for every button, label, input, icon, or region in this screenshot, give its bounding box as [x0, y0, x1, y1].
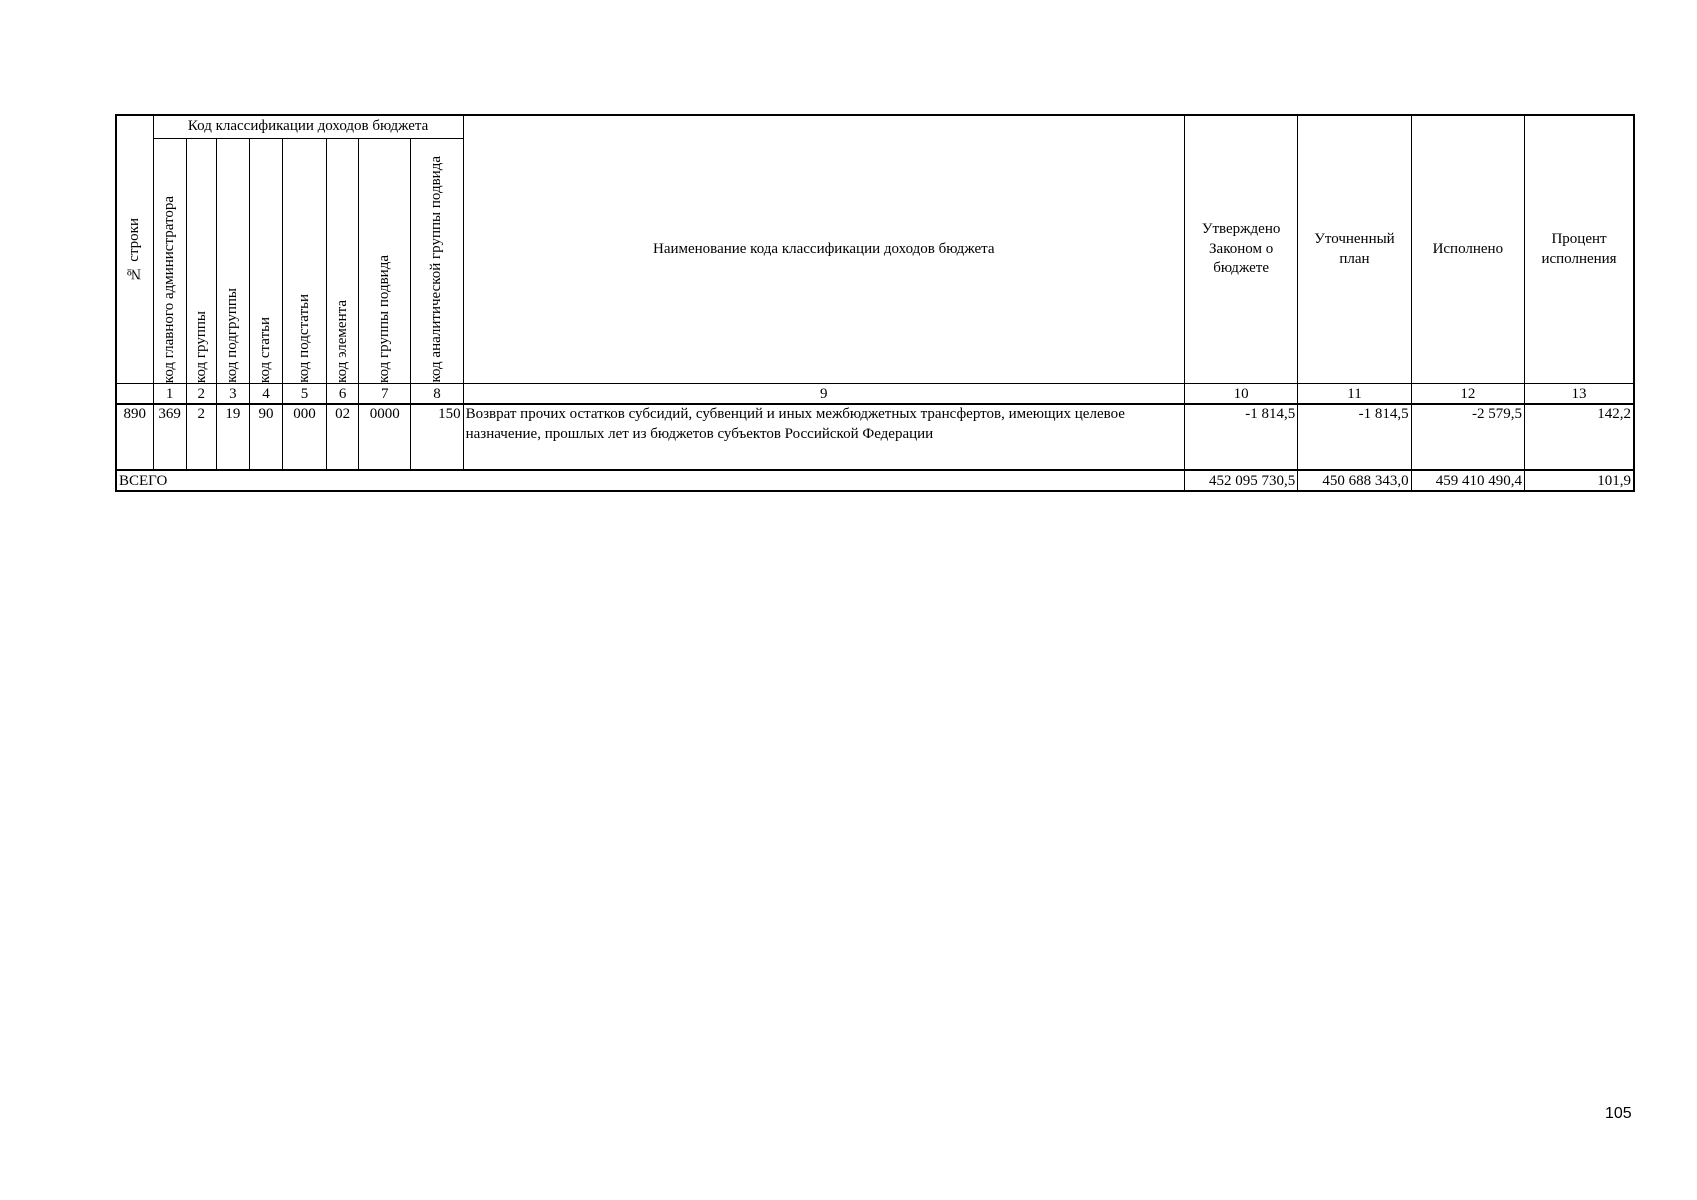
- total-label: ВСЕГО: [116, 470, 1184, 491]
- table-row: [116, 404, 1634, 470]
- header-code-subarticle: код подстатьи: [282, 139, 326, 384]
- name-cell: Возврат прочих остатков субсидий, субвенций и иных межбюджетных трансфертов, имеющих целевое назначение, прошлых лет из бюджетов субъектов Российской Федерации: [463, 404, 1184, 470]
- code-subtype-group-cell: 0000: [359, 404, 411, 470]
- header-code-analytic-group: код аналитической группы подвида: [411, 139, 463, 384]
- budget-revenue-table: [115, 114, 1635, 492]
- column-number: 10: [1184, 384, 1297, 405]
- column-number: 13: [1525, 384, 1634, 405]
- code-analytic-group-cell: 150: [411, 404, 463, 470]
- code-admin-cell: 369: [153, 404, 186, 470]
- total-percent: 101,9: [1525, 470, 1634, 491]
- header-refined-plan: Уточненный план: [1298, 115, 1411, 384]
- column-number: 12: [1411, 384, 1524, 405]
- column-number: 7: [359, 384, 411, 405]
- approved-cell: -1 814,5: [1184, 404, 1297, 470]
- code-group-cell: 2: [186, 404, 216, 470]
- column-number: 4: [249, 384, 282, 405]
- header-code-subgroup: код подгруппы: [216, 139, 249, 384]
- column-number: 5: [282, 384, 326, 405]
- header-name-column: Наименование кода классификации доходов бюджета: [463, 115, 1184, 384]
- column-number: 3: [216, 384, 249, 405]
- column-number: 1: [153, 384, 186, 405]
- refined-plan-cell: -1 814,5: [1298, 404, 1411, 470]
- header-row-number: № строки: [116, 115, 153, 384]
- column-number: 2: [186, 384, 216, 405]
- row-number-cell: 890: [116, 404, 153, 470]
- header-code-element: код элемента: [327, 139, 359, 384]
- header-classification-group: Код классификации доходов бюджета: [153, 115, 463, 139]
- header-row-group: [116, 115, 1634, 139]
- column-number-row: [116, 384, 1634, 405]
- total-executed: 459 410 490,4: [1411, 470, 1524, 491]
- header-code-group: код группы: [186, 139, 216, 384]
- header-code-article: код статьи: [249, 139, 282, 384]
- header-percent: Процент исполнения: [1525, 115, 1634, 384]
- header-approved: Утверждено Законом о бюджете: [1184, 115, 1297, 384]
- header-executed: Исполнено: [1411, 115, 1524, 384]
- total-row: [116, 470, 1634, 491]
- column-number: 6: [327, 384, 359, 405]
- executed-cell: -2 579,5: [1411, 404, 1524, 470]
- column-number: 11: [1298, 384, 1411, 405]
- column-number: 9: [463, 384, 1184, 405]
- code-subgroup-cell: 19: [216, 404, 249, 470]
- percent-cell: 142,2: [1525, 404, 1634, 470]
- header-code-subtype-group: код группы подвида: [359, 139, 411, 384]
- code-subarticle-cell: 000: [282, 404, 326, 470]
- page-number: 105: [1605, 1105, 1632, 1122]
- total-approved: 452 095 730,5: [1184, 470, 1297, 491]
- total-refined-plan: 450 688 343,0: [1298, 470, 1411, 491]
- column-number: 8: [411, 384, 463, 405]
- header-code-admin: код главного администратора: [153, 139, 186, 384]
- code-element-cell: 02: [327, 404, 359, 470]
- column-number: [116, 384, 153, 405]
- code-article-cell: 90: [249, 404, 282, 470]
